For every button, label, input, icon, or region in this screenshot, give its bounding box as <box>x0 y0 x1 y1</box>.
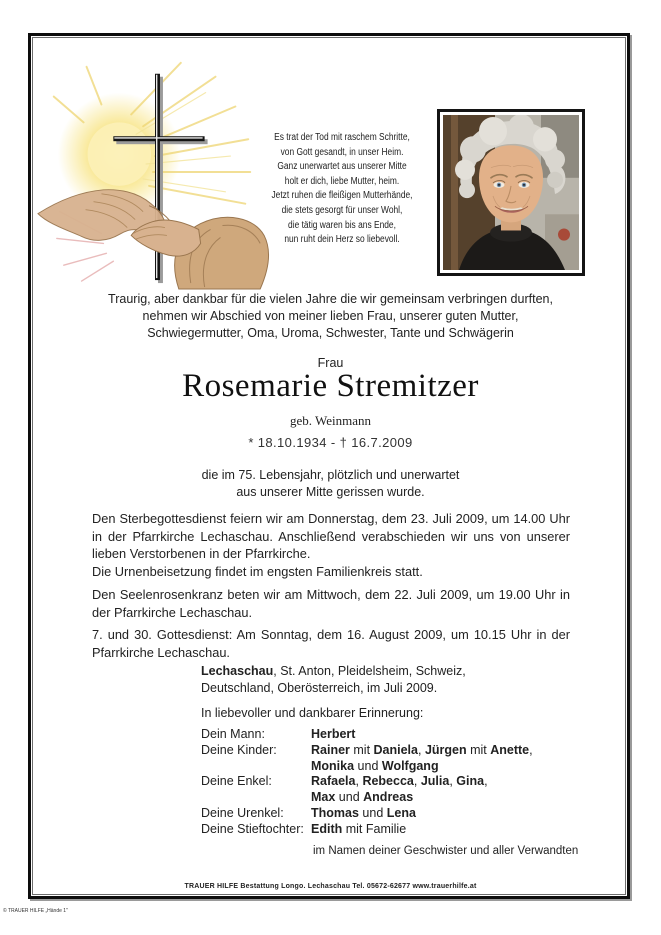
location-block <box>201 663 466 697</box>
poem-line: Es trat der Tod mit raschem Schritte, <box>274 132 410 143</box>
location-line: Deutschland, Oberösterreich, im Juli 2009. <box>201 681 438 695</box>
family-row-value <box>311 743 533 775</box>
family-row-value-line: Monika und Wolfgang <box>311 758 439 773</box>
life-dates: * 18.10.1934 - † 16.7.2009 <box>248 435 413 450</box>
memorial-poem <box>241 131 443 248</box>
funeral-home-footer: TRAUER HILFE Bestattung Longo. Lechaschau Tel. 05672-62677 www.trauerhilfe.at <box>184 883 477 890</box>
poem-line: holt er dich, liebe Mutter, heim. <box>284 175 400 187</box>
age-note-line: die im 75. Lebensjahr, plötzlich und unerwartet <box>201 468 460 482</box>
service-paragraph: Die Urnenbeisetzung findet im engsten Familienkreis statt. <box>92 563 423 579</box>
intro-line: Traurig, aber dankbar für die vielen Jahre die wir gemeinsam verbringen durften, <box>108 292 553 306</box>
age-note <box>31 467 630 500</box>
deceased-name: Rosemarie Stremitzer <box>182 368 479 404</box>
portrait-photo-image <box>443 115 579 270</box>
family-row-value <box>311 806 416 822</box>
copyright-note: © TRAUER HILFE „Hände 1" <box>3 908 68 914</box>
service-paragraph: Den Seelenrosenkranz beten wir am Mittwoch, dem 22. Juli 2009, um 19.00 Uhr in der Pfarrkirche Lechaschau. <box>92 587 570 620</box>
family-row-value-line: Thomas und Lena <box>311 805 416 820</box>
poem-line: Jetzt ruhen die fleißigen Mutterhände, <box>271 190 413 202</box>
salutation: Frau <box>317 356 344 370</box>
family-row <box>201 822 533 838</box>
service-paragraph: Den Sterbegottesdienst feiern wir am Donnerstag, dem 23. Juli 2009, um 14.00 Uhr in der Pfarrkirche Lechaschau. Anschließend verabschieden wir uns von unserer lieben Verstorbenen in der Pfarrkirche. <box>92 511 570 561</box>
family-row-value <box>311 727 355 743</box>
family-row-value <box>311 774 488 806</box>
poem-line: die stets gesorgt für unser Wohl, <box>281 204 403 216</box>
family-row <box>201 806 533 822</box>
family-row-label: Deine Stieftochter: <box>201 821 304 836</box>
poem-line: von Gott gesandt, in unser Heim. <box>280 146 404 158</box>
family-row-label: Deine Enkel: <box>201 774 272 789</box>
maiden-name: geb. Weinmann <box>289 413 372 428</box>
family-row-value-line: Edith mit Familie <box>311 821 407 836</box>
age-note-line: aus unserer Mitte gerissen wurde. <box>236 484 425 499</box>
family-row-value-line: Rainer mit Daniela, Jürgen mit Anette, <box>311 742 533 757</box>
closing-line: im Namen deiner Geschwister und aller Verwandten <box>313 845 579 857</box>
family-heading: In liebevoller und dankbarer Erinnerung: <box>201 706 424 720</box>
family-row-label: Dein Mann: <box>201 727 265 741</box>
family-row-value-line: Herbert <box>311 727 356 741</box>
family-row-value-line: Max und Andreas <box>311 790 414 805</box>
family-row-label: Deine Urenkel: <box>201 805 284 820</box>
family-list <box>201 727 533 838</box>
intro-line: nehmen wir Abschied von meiner lieben Frau, unserer guten Mutter, <box>142 309 519 323</box>
poem-line: Ganz unerwartet aus unserer Mitte <box>277 161 407 173</box>
family-row <box>201 727 533 743</box>
poem-line: die tätig waren bis ans Ende, <box>288 219 396 231</box>
family-row-label: Deine Kinder: <box>201 742 277 757</box>
portrait-photo <box>437 109 585 276</box>
family-row <box>201 774 533 806</box>
service-details <box>92 510 570 661</box>
family-row-value-line: Rafaela, Rebecca, Julia, Gina, <box>311 774 488 789</box>
location-line: Lechaschau, St. Anton, Pleidelsheim, Schweiz, <box>201 664 466 678</box>
family-row <box>201 743 533 775</box>
service-paragraph: 7. und 30. Gottesdienst: Am Sonntag, dem 16. August 2009, um 10.15 Uhr in der Pfarrkirche Lechaschau. <box>92 627 570 660</box>
intro-line: Schwiegermutter, Oma, Uroma, Schwester, Tante und Schwägerin <box>147 326 514 340</box>
family-row-value <box>311 822 406 838</box>
announcement-intro <box>31 291 630 342</box>
poem-line: nun ruht dein Herz so liebevoll. <box>284 234 400 246</box>
